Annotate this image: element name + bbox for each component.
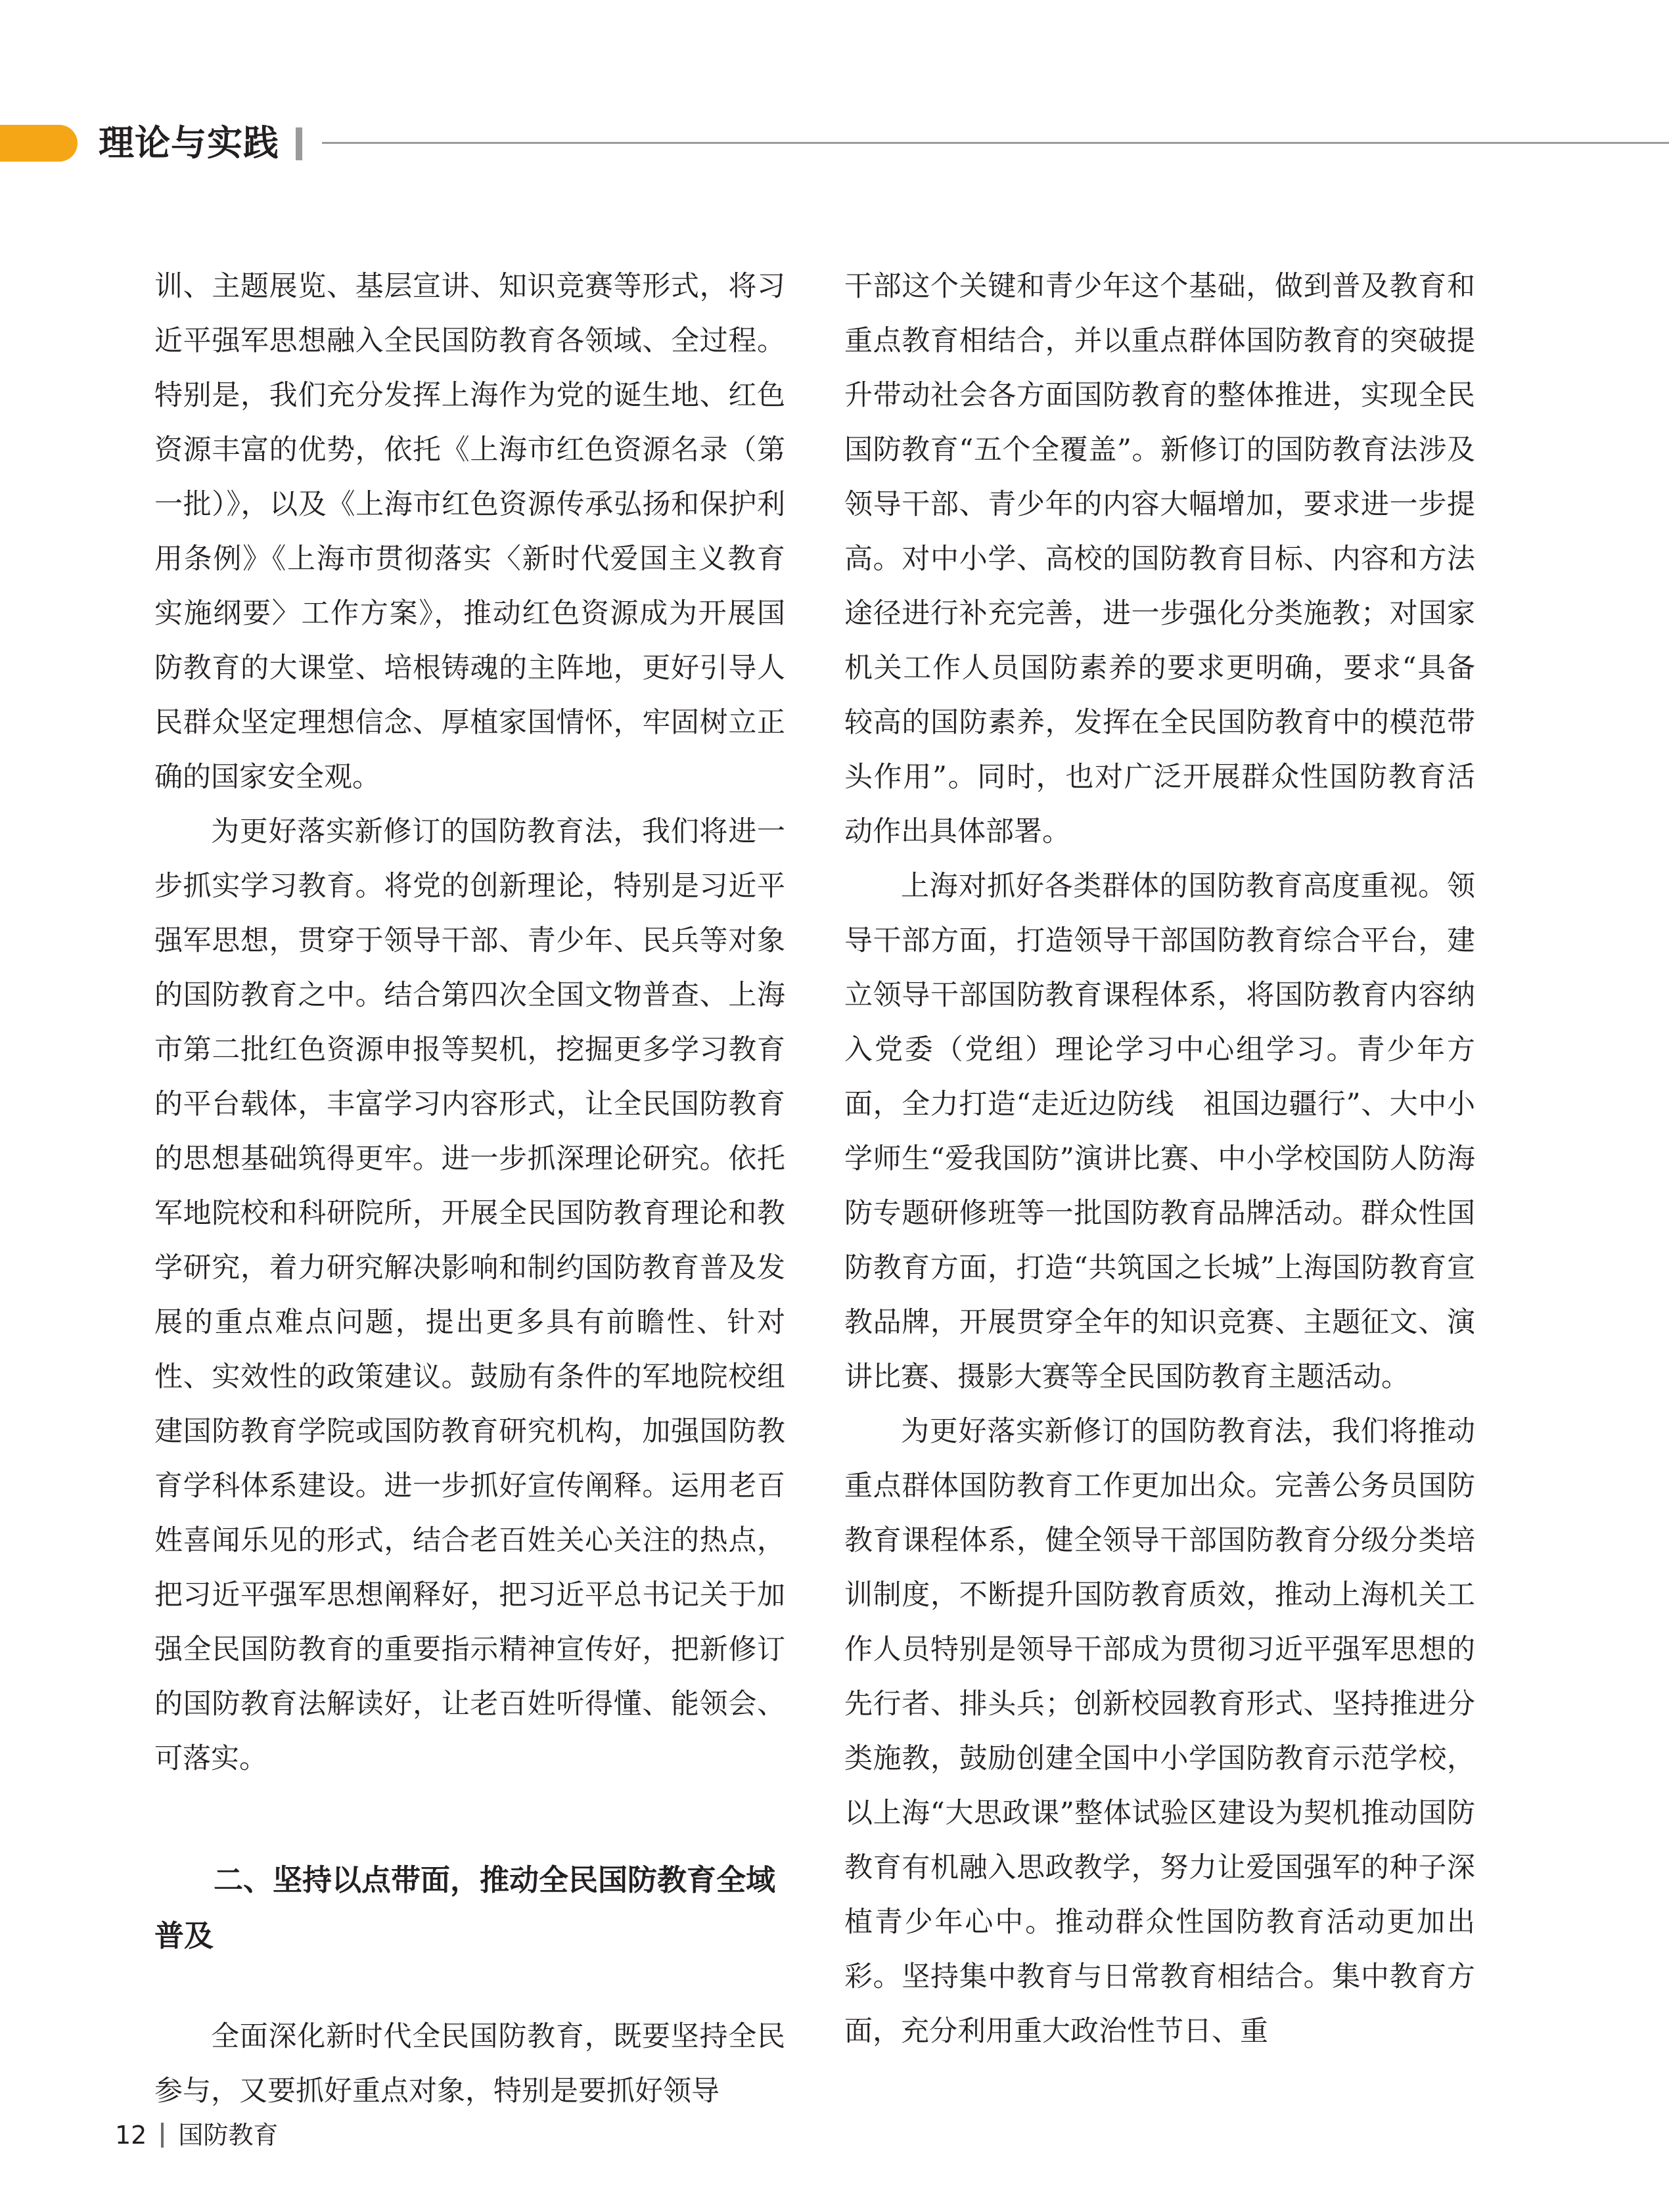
right-paragraph-1: 干部这个关键和青少年这个基础，做到普及教育和重点教育相结合，并以重点群体国防教育的突破提升带动社会各方面国防教育的整体推进，实现全民国防教育“五个全覆盖”。新修订的国防教育法涉及领导干部、青少年的内容大幅增加，要求进一步提高。对中小学、高校的国防教育目标、内容和方法途径进行补充完善，进一步强化分类施教；对国家机关工作人员国防素养的要求更明确，要求“具备较高的国防素养，发挥在全民国防教育中的模范带头作用”。同时，也对广泛开展群众性国防教育活动作出具体部署。 — [844, 270, 1475, 848]
right-paragraph-2: 上海对抓好各类群体的国防教育高度重视。领导干部方面，打造领导干部国防教育综合平台，建立领导干部国防教育课程体系，将国防教育内容纳入党委（党组）理论学习中心组学习。青少年方面，全力打造“走近边防线 祖国边疆行”、大中小学师生“爱我国防”演讲比赛、中小学校国防人防海防专题研修班等一批国防教育品牌活动。群众性国防教育方面，打造“共筑国之长城”上海国防教育宣教品牌，开展贯穿全年的知识竞赛、主题征文、演讲比赛、摄影大赛等全民国防教育主题活动。 — [844, 870, 1475, 1393]
section-heading: 二、坚持以点带面，推动全民国防教育全域普及 — [154, 1862, 776, 1953]
left-paragraph-1: 训、主题展览、基层宣讲、知识竞赛等形式，将习近平强军思想融入全民国防教育各领域、全过程。特别是，我们充分发挥上海作为党的诞生地、红色资源丰富的优势，依托《上海市红色资源名录（第一批）》，以及《上海市红色资源传承弘扬和保护利用条例》《上海市贯彻落实〈新时代爱国主义教育实施纲要〉工作方案》，推动红色资源成为开展国防教育的大课堂、培根铸魂的主阵地，更好引导人民群众坚定理想信念、厚植家国情怀，牢固树立正确的国家安全观。 — [154, 270, 785, 794]
page-number: 12 — [115, 2121, 147, 2150]
page-footer — [115, 2119, 278, 2152]
left-paragraph-3: 全面深化新时代全民国防教育，既要坚持全民参与，又要抓好重点对象，特别是要抓好领导 — [154, 2020, 785, 2108]
left-column — [154, 260, 785, 2119]
right-column — [844, 260, 1475, 2059]
section-header — [0, 122, 1669, 164]
footer-divider — [161, 2123, 164, 2148]
header-rule-line — [322, 142, 1669, 144]
header-tab-marker — [0, 125, 78, 162]
section-title: 理论与实践 — [99, 122, 279, 164]
right-paragraph-3: 为更好落实新修订的国防教育法，我们将推动重点群体国防教育工作更加出众。完善公务员国防教育课程体系，健全领导干部国防教育分级分类培训制度，不断提升国防教育质效，推动上海机关工作人员特别是领导干部成为贯彻习近平强军思想的先行者、排头兵；创新校园教育形式、坚持推进分类施教，鼓励创建全国中小学国防教育示范学校，以上海“大思政课”整体试验区建设为契机推动国防教育有机融入思政教学，努力让爱国强军的种子深植青少年心中。推动群众性国防教育活动更加出彩。坚持集中教育与日常教育相结合。集中教育方面，充分利用重大政治性节日、重 — [844, 1415, 1475, 2048]
publication-name: 国防教育 — [178, 2121, 279, 2150]
header-divider-bar — [296, 127, 302, 160]
left-paragraph-2: 为更好落实新修订的国防教育法，我们将进一步抓实学习教育。将党的创新理论，特别是习近平强军思想，贯穿于领导干部、青少年、民兵等对象的国防教育之中。结合第四次全国文物普查、上海市第二批红色资源申报等契机，挖掘更多学习教育的平台载体，丰富学习内容形式，让全民国防教育的思想基础筑得更牢。进一步抓深理论研究。依托军地院校和科研院所，开展全民国防教育理论和教学研究，着力研究解决影响和制约国防教育普及发展的重点难点问题，提出更多具有前瞻性、针对性、实效性的政策建议。鼓励有条件的军地院校组建国防教育学院或国防教育研究机构，加强国防教育学科体系建设。进一步抓好宣传阐释。运用老百姓喜闻乐见的形式，结合老百姓关心关注的热点，把习近平强军思想阐释好，把习近平总书记关于加强全民国防教育的重要指示精神宣传好，把新修订的国防教育法解读好，让老百姓听得懂、能领会、可落实。 — [154, 815, 785, 1775]
